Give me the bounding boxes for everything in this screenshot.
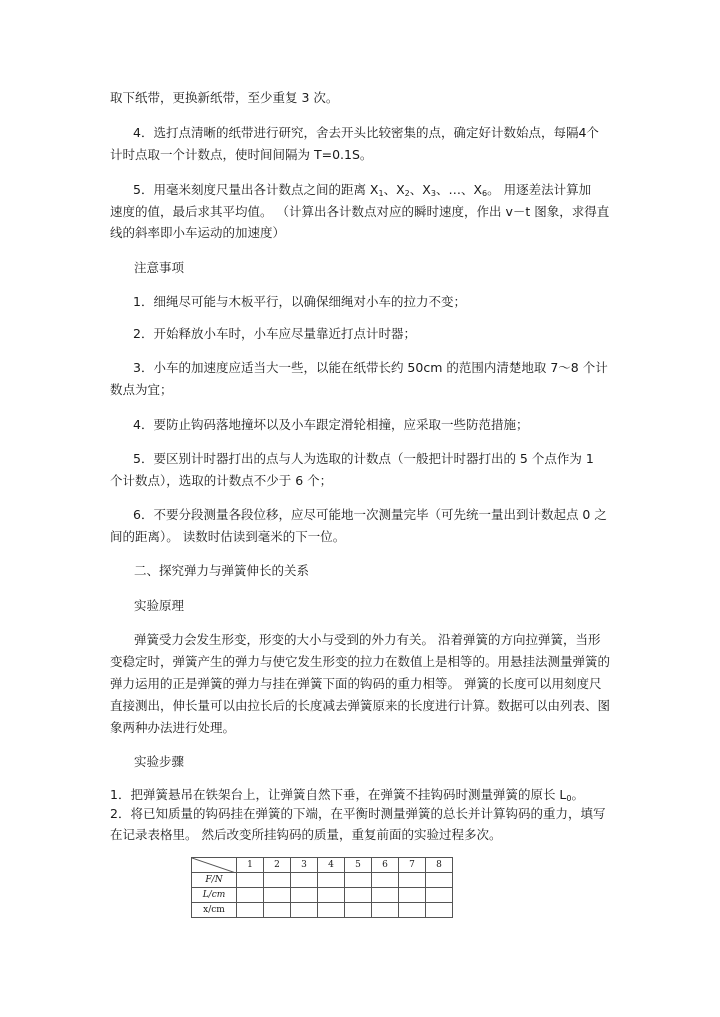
empty-cell [399,903,426,918]
column-header: 2 [264,858,291,873]
empty-cell [345,873,372,888]
empty-cell [399,873,426,888]
text-line: 3．小车的加速度应适当大一些，以能在纸带长约 50cm 的范围内清楚地取 7～8 个计 [133,360,608,375]
empty-cell [264,888,291,903]
text-run: 。 [571,787,585,802]
column-header: 3 [291,858,318,873]
empty-cell [372,888,399,903]
column-header: 8 [426,858,453,873]
table-header-row [192,858,453,873]
empty-cell [318,888,345,903]
empty-cell [291,873,318,888]
row-label: F/N [192,873,237,888]
empty-cell [426,903,453,918]
table-row [192,873,453,888]
text-line: 5．要区别计时器打出的点与人为选取的计数点（一般把计时器打出的 5 个点作为 1 [133,451,594,466]
table-row [192,888,453,903]
subscript: 6 [482,189,488,198]
text-line: 个计数点），选取的计数点不少于 6 个； [110,473,333,488]
subscript: 3 [430,189,436,198]
column-header: 5 [345,858,372,873]
subscript: 0 [566,794,572,803]
diagonal-header-cell [192,858,237,873]
empty-cell [372,873,399,888]
text-line: 象两种办法进行处理。 [110,720,236,735]
text-line: 取下纸带，更换新纸带，至少重复 3 次。 [110,90,339,105]
text-line: 在记录表格里。 然后改变所挂钩码的质量，重复前面的实验过程多次。 [110,827,502,842]
column-header: 1 [237,858,264,873]
text-line: 线的斜率即小车运动的加速度） [110,225,286,240]
column-header: 6 [372,858,399,873]
text-line: 1．细绳尽可能与木板平行，以确保细绳对小车的拉力不变； [133,294,466,309]
empty-cell [264,873,291,888]
text-line: 计时点取一个计数点，使时间间隔为 T=0.1S。 [110,147,373,162]
section-heading: 实验步骤 [134,754,185,769]
empty-cell [399,888,426,903]
diagonal-line [192,858,236,873]
empty-cell [237,888,264,903]
column-header: 7 [399,858,426,873]
text-line: 6．不要分段测量各段位移，应尽可能地一次测量完毕（可先统一量出到计数起点 0 之 [133,507,607,522]
row-label: L/cm [192,888,237,903]
record-table [191,857,453,918]
text-line: 4．选打点清晰的纸带进行研究，舍去开头比较密集的点，确定好计数始点，每隔4个 [133,125,599,140]
table-row [192,903,453,918]
empty-cell [264,903,291,918]
text-run: 5．用毫米刻度尺量出各计数点之间的距离 X [133,182,379,197]
subscript: 1 [378,189,384,198]
text-line: 弹力运用的正是弹簧的弹力与挂在弹簧下面的钩码的重力相等。 弹簧的长度可以用刻度尺 [110,676,602,691]
text-line: 速度的值，最后求其平均值。 （计算出各计数点对应的瞬时速度，作出 v－t 图象，求得直 [110,204,610,219]
empty-cell [426,888,453,903]
text-run: 。 用逐差法计算加 [487,182,592,197]
text-line: 弹簧受力会发生形变，形变的大小与受到的外力有关。 沿着弹簧的方向拉弹簧，当形 [134,632,601,647]
text-line: 直接测出，伸长量可以由拉长后的长度减去弹簧原来的长度进行计算。数据可以由列表、图 [110,698,611,713]
text-line: 间的距离）。 读数时估读到毫米的下一位。 [110,529,346,544]
text-line: 4．要防止钩码落地撞坏以及小车跟定滑轮相撞，应采取一些防范措施； [133,417,529,432]
text-run: 、…、X [435,182,483,197]
text-run: 1．把弹簧悬吊在铁架台上，让弹簧自然下垂，在弹簧不挂钩码时测量弹簧的原长 L [110,787,567,802]
text-run: 、X [383,182,405,197]
text-line [133,181,591,203]
empty-cell [237,873,264,888]
section-heading: 注意事项 [134,260,185,275]
empty-cell [318,903,345,918]
section-heading: 实验原理 [134,598,185,613]
text-line: 2．将已知质量的钩码挂在弹簧的下端，在平衡时测量弹簧的总长并计算钩码的重力，填写 [110,806,606,821]
text-line: 变稳定时，弹簧产生的弹力与使它发生形变的拉力在数值上是相等的。用悬挂法测量弹簧的 [110,654,611,669]
empty-cell [237,903,264,918]
empty-cell [372,903,399,918]
subscript: 2 [404,189,410,198]
empty-cell [291,903,318,918]
text-line: 2．开始释放小车时，小车应尽量靠近打点计时器； [133,326,416,341]
column-header: 4 [318,858,345,873]
empty-cell [318,873,345,888]
empty-cell [345,888,372,903]
empty-cell [426,873,453,888]
text-line: 数点为宜； [110,382,173,397]
text-run: 、X [409,182,431,197]
section-heading: 二、探究弹力与弹簧伸长的关系 [134,563,310,578]
row-label: x/cm [192,903,237,918]
empty-cell [345,903,372,918]
empty-cell [291,888,318,903]
